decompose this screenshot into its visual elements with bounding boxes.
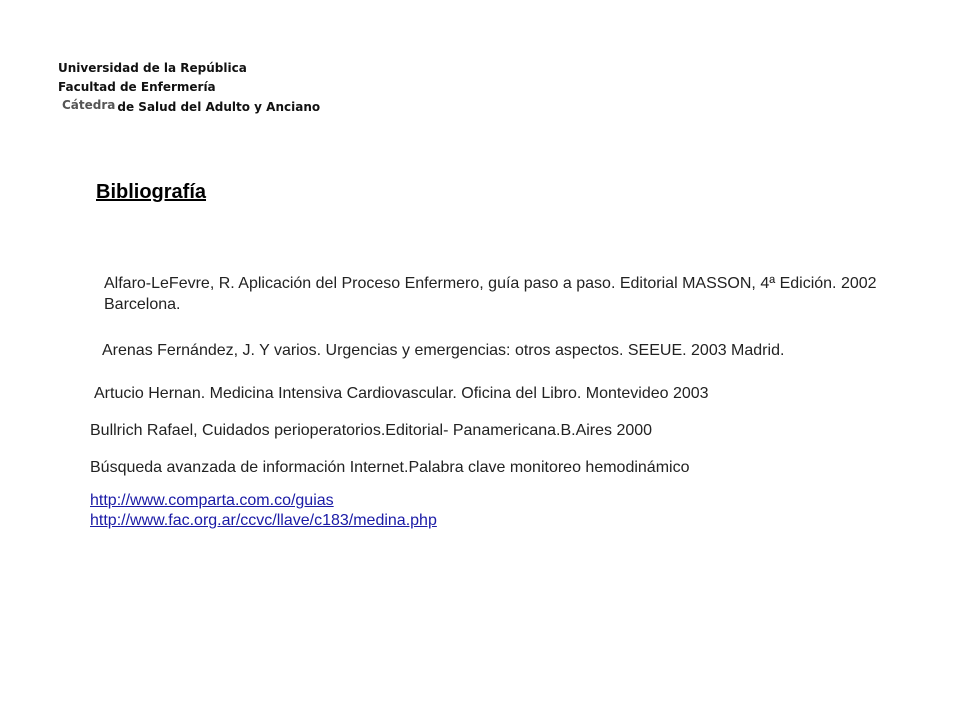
reference-arenas: Arenas Fernández, J. Y varios. Urgencias y emergencias: otros aspectos. SEEUE. 2003 Madrid. (102, 342, 785, 359)
catedra-word: Cátedra (62, 98, 116, 112)
link-fac[interactable]: http://www.fac.org.ar/ccvc/llave/c183/medina.php (90, 512, 437, 529)
reference-artucio: Artucio Hernan. Medicina Intensiva Cardiovascular. Oficina del Libro. Montevideo 2003 (94, 385, 709, 402)
reference-busqueda: Búsqueda avanzada de información Internet.Palabra clave monitoreo hemodinámico (90, 459, 690, 476)
page-title: Bibliografía (96, 181, 207, 203)
reference-bullrich: Bullrich Rafael, Cuidados perioperatorios.Editorial- Panamericana.B.Aires 2000 (90, 422, 653, 439)
link-comparta[interactable]: http://www.comparta.com.co/guias (90, 492, 334, 509)
catedra-name: de Salud del Adulto y Anciano (117, 100, 321, 114)
faculty-name: Facultad de Enfermería (58, 80, 216, 94)
reference-alfaro: Alfaro-LeFevre, R. Aplicación del Proceso Enfermero, guía paso a paso. Editorial MASSON, 4ª Edición. 2002 Barcelona. (104, 275, 877, 313)
university-name: Universidad de la República (58, 61, 247, 75)
catedra-line (58, 100, 320, 114)
